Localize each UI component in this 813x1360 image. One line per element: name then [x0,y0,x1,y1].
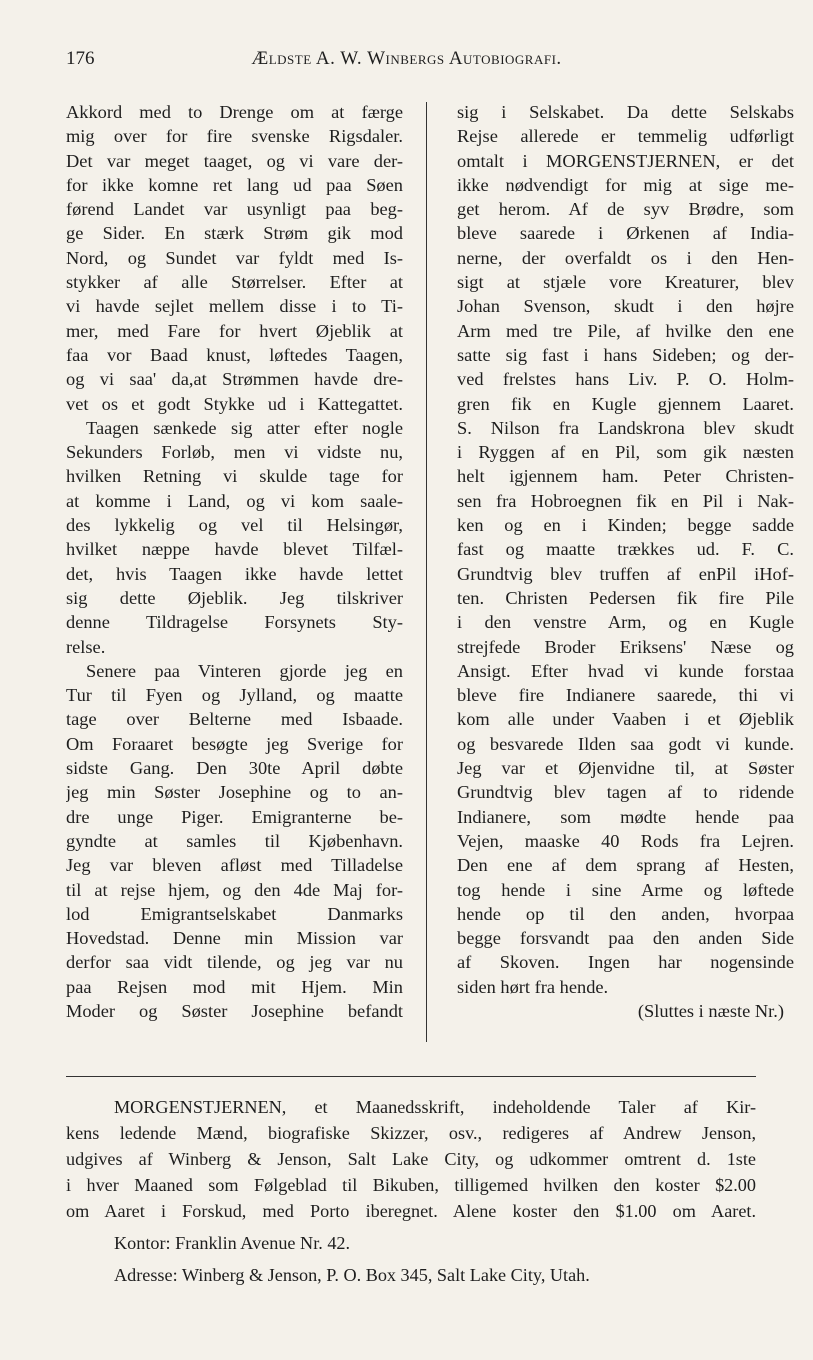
text-line: vi havde sejlet mellem disse i to Ti- [66,296,403,317]
text-line: mig over for fire svenske Rigsdaler. [66,126,403,147]
text-line: ken og en i Kinden; begge sadde [457,515,794,536]
text-line: tog hende i sine Arme og løftede [457,879,794,900]
kontor-line: Kontor: Franklin Avenue Nr. 42. [114,1233,351,1253]
text-line: for ikke komne ret lang ud paa Søen [66,174,403,195]
text-line: sen fra Hobroegnen fik en Pil i Nak- [457,490,794,511]
text-line: hvilket næppe havde blevet Tilfæl- [66,539,403,560]
text-line: (Sluttes i næste Nr.) [637,1000,784,1021]
text-line: Senere paa Vinteren gjorde jeg en [86,660,403,681]
text-line: Vejen, maaske 40 Rods fra Lejren. [457,830,794,851]
text-line: mer, med Fare for hvert Øjeblik at [66,320,403,341]
text-line: sigt at stjæle vore Kreaturer, blev [457,272,794,293]
text-line: til at rejse hjem, og den 4de Maj for- [66,879,403,900]
text-line: derfor saa vidt tilende, og jeg var nu [66,952,403,973]
text-line: Jeg var et Øjenvidne til, at Søster [457,758,794,779]
text-line: bleve fire Indianere saarede, thi vi [457,685,794,706]
text-line: Johan Svenson, skudt i den højre [457,296,794,317]
page-header [66,48,747,78]
text-line: relse. [66,636,106,657]
notice-line: i hver Maaned som Følgeblad til Bikuben, tilligemed hvilken den koster $2.00 [66,1175,756,1195]
text-line: Grundtvig blev truffen af enPil iHof- [457,563,794,584]
text-line: Taagen sænkede sig atter efter nogle [86,417,403,438]
publication-notice [66,1094,756,1288]
text-line: get herom. Af de syv Brødre, som [457,199,794,220]
notice-line: kens ledende Mænd, biografiske Skizzer, osv., redigeres af Andrew Jenson, [66,1123,756,1143]
text-line: siden hørt fra hende. [457,976,609,997]
text-line: Jeg var bleven afløst med Tilladelse [66,855,403,876]
notice-line: udgives af Winberg & Jenson, Salt Lake City, og udkommer omtrent d. 1ste [66,1149,756,1169]
text-line: nerne, der overfaldt os i den Hen- [457,247,794,268]
text-line: Ansigt. Efter hvad vi kunde forstaa [457,660,794,681]
text-line: bleve saarede i Ørkenen af India- [457,223,794,244]
text-line: helt igjennem ham. Peter Christen- [457,466,794,487]
left-column [66,100,403,1023]
text-line: Den ene af dem sprang af Hesten, [457,855,794,876]
notice-line: om Aaret i Forskud, med Porto iberegnet. Alene koster den $1.00 om Aaret. [66,1201,756,1221]
text-line: des lykkelig og vel til Helsingør, [66,515,403,536]
text-line: og besvarede Ilden saa godt vi kunde. [457,733,794,754]
text-line: sidste Gang. Den 30te April døbte [66,758,403,779]
text-line: Om Foraaret besøgte jeg Sverige for [66,733,403,754]
text-line: Indianere, som mødte hende paa [457,806,794,827]
text-line: kom alle under Vaaben i et Øjeblik [457,709,794,730]
text-line: Det var meget taaget, og vi vare der- [66,150,403,171]
notice-text [66,1094,756,1224]
text-line: ved frelstes hans Liv. P. O. Holm- [457,369,794,390]
text-line: Arm med tre Pile, af hvilke den ene [457,320,794,341]
text-line: at komme i Land, og vi kom saale- [66,490,403,511]
text-line: stykker af alle Størrelser. Efter at [66,272,403,293]
text-line: gren fik en Kugle gjennem Laaret. [457,393,794,414]
body-columns [66,100,794,1060]
text-line: paa Rejsen mod mit Hjem. Min [66,976,403,997]
page-number: 176 [66,48,95,69]
text-line: Moder og Søster Josephine befandt [66,1000,403,1021]
notice-line: MORGENSTJERNEN, et Maanedsskrift, indeholdende Taler af Kir- [114,1097,756,1117]
column-divider [426,102,427,1042]
text-line: i Ryggen af en Pil, som gik næsten [457,442,794,463]
text-line: Nord, og Sundet var fyldt med Is- [66,247,403,268]
text-line: lod Emigrantselskabet Danmarks [66,903,403,924]
text-line: ge Sider. En stærk Strøm gik mod [66,223,403,244]
text-line: sig i Selskabet. Da dette Selskabs [457,102,794,122]
text-line: hende op til den anden, hvorpaa [457,903,794,924]
text-line: førend Landet var usynligt paa beg- [66,199,403,220]
text-line: Rejse allerede er temmelig udførligt [457,126,794,147]
text-line: det, hvis Taagen ikke havde lettet [66,563,403,584]
text-line: begge forsvandt paa den anden Side [457,928,794,949]
text-line: tage over Belterne med Isbaade. [66,709,403,730]
text-line: vet os et godt Stykke ud i Kattegattet. [66,393,403,414]
text-line: Hovedstad. Denne min Mission var [66,928,403,949]
text-line: Sekunders Forløb, men vi vidste nu, [66,442,403,463]
text-line: i den venstre Arm, og en Kugle [457,612,794,633]
text-line: omtalt i MORGENSTJERNEN, er det [457,150,794,171]
text-line: hvilken Retning vi skulde tage for [66,466,403,487]
text-line: Grundtvig blev tagen af to ridende [457,782,794,803]
text-line: Tur til Fyen og Jylland, og maatte [66,685,403,706]
text-line: sig dette Øjeblik. Jeg tilskriver [66,587,403,608]
right-column [457,100,794,1023]
text-line: Akkord med to Drenge om at færge [66,102,403,122]
text-line: af Skoven. Ingen har nogensinde [457,952,794,973]
text-line: faa vor Baad knust, løftedes Taagen, [66,344,403,365]
text-line: gyndte at samles til Kjøbenhavn. [66,830,403,851]
text-line: jeg min Søster Josephine og to an- [66,782,403,803]
text-line: strejfede Broder Eriksens' Næse og [457,636,794,657]
address-line: Adresse: Winberg & Jenson, P. O. Box 345, Salt Lake City, Utah. [114,1265,590,1285]
text-line: ikke nødvendigt for mig at sige me- [457,174,794,195]
text-line: og vi saa' da,at Strømmen havde dre- [66,369,403,390]
text-line: denne Tildragelse Forsynets Sty- [66,612,403,633]
text-line: satte sig fast i hans Sideben; og der- [457,344,794,365]
running-head: Ældste A. W. Winbergs Autobiografi. [251,48,562,69]
text-line: fast og maatte trækkes ud. F. C. [457,539,794,560]
footer-divider [66,1076,756,1077]
text-line: ten. Christen Pedersen fik fire Pile [457,587,794,608]
text-line: S. Nilson fra Landskrona blev skudt [457,417,794,438]
text-line: dre unge Piger. Emigranterne be- [66,806,403,827]
